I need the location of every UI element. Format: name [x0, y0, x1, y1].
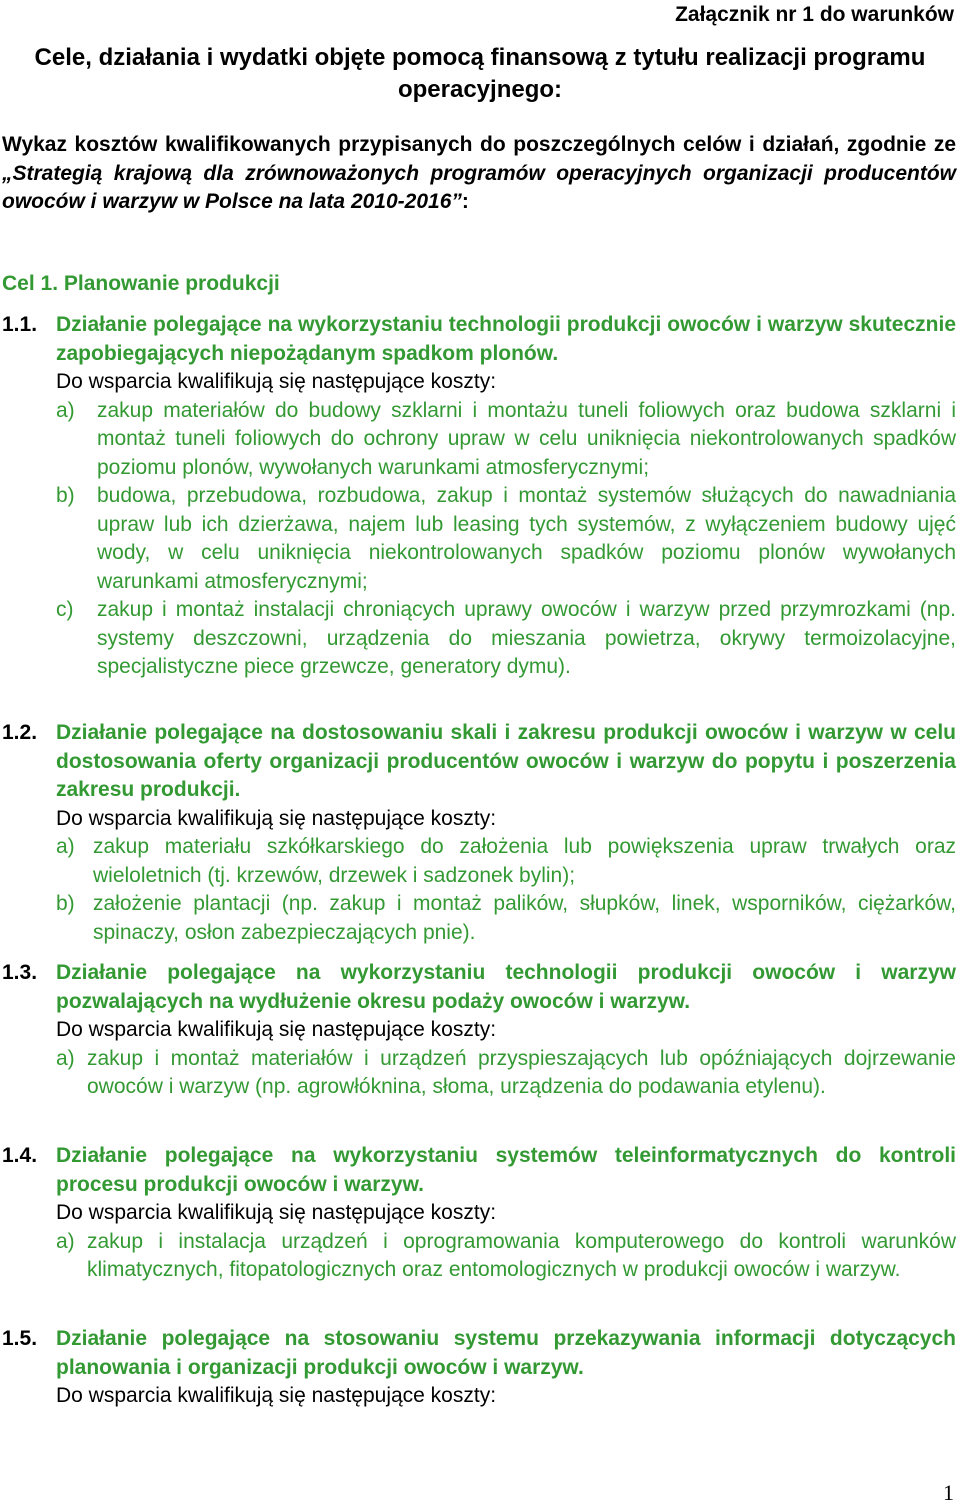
item-text: zakup i montaż materiałów i urządzeń przyspieszających lub opóźniających dojrzewanie owoców i warzyw (np. agrowłóknina, słoma, urządzenia do podawania etylenu). — [87, 1046, 956, 1098]
list-item — [56, 397, 956, 483]
list-item — [56, 1228, 956, 1285]
item-label: a) — [56, 1046, 75, 1070]
section-title: Działanie polegające na stosowaniu systemu przekazywania informacji dotyczących planowania i organizacji produkcji owoców i warzyw. — [56, 1327, 956, 1379]
section-title: Działanie polegające na dostosowaniu skali i zakresu produkcji owoców i warzyw w celu dostosowania oferty organizacji producentów owoców i warzyw do popytu i poszerzenia zakresu produkcji. — [56, 721, 956, 801]
cost-list — [56, 1228, 956, 1285]
section-1-5 — [2, 1325, 956, 1411]
eligible-costs-lead: Do wsparcia kwalifikują się następujące koszty: — [56, 1384, 497, 1407]
document-title: Cele, działania i wydatki objęte pomocą finansową z tytułu realizacji programu operacyjnego: — [34, 44, 926, 103]
item-text: założenie plantacji (np. zakup i montaż palików, słupków, linek, wsporników, ciężarków, spinaczy, osłon zabezpieczających pnie). — [93, 892, 956, 944]
section-1-2 — [2, 719, 956, 947]
eligible-costs-lead: Do wsparcia kwalifikują się następujące koszty: — [56, 1201, 497, 1224]
section-1-3 — [2, 959, 956, 1102]
eligible-costs-lead: Do wsparcia kwalifikują się następujące koszty: — [56, 370, 497, 393]
annex-label: Załącznik nr 1 do warunków — [675, 3, 954, 26]
list-item — [56, 596, 956, 682]
item-label: b) — [56, 484, 75, 507]
item-text: zakup materiału szkółkarskiego do założenia lub powiększenia upraw trwałych oraz wieloletnich (tj. krzewów, drzewek i sadzonek bylin); — [93, 835, 956, 887]
cost-list — [56, 1045, 956, 1102]
section-number: 1.2. — [2, 721, 38, 744]
eligible-costs-lead: Do wsparcia kwalifikują się następujące koszty: — [56, 1018, 497, 1041]
item-label: a) — [56, 835, 75, 858]
item-text: budowa, przebudowa, rozbudowa, zakup i montaż systemów służących do nawadniania upraw lub ich dzierżawa, najem lub leasing tych systemów, z wyłączeniem budowy ujęć wody, w celu uniknięcia niekontrolowanych spadków poziomu plonów wywołanych warunkami atmosferycznymi; — [97, 484, 956, 593]
item-text: zakup materiałów do budowy szklarni i montażu tuneli foliowych oraz budowa szklarni i montaż tuneli foliowych do ochrony upraw w celu uniknięcia niekontrolowanych spadków poziomu plonów, wywołanych warunkami atmosferycznymi; — [97, 398, 956, 479]
page-number: 1 — [943, 1480, 954, 1505]
cost-list — [56, 833, 956, 947]
goal-heading: Cel 1. Planowanie produkcji — [2, 272, 280, 295]
eligible-costs-lead: Do wsparcia kwalifikują się następujące koszty: — [56, 806, 497, 830]
section-title: Działanie polegające na wykorzystaniu technologii produkcji owoców i warzyw pozwalających na wydłużenie okresu podaży owoców i warzyw. — [56, 961, 956, 1013]
item-label: c) — [56, 598, 74, 621]
section-title: Działanie polegające na wykorzystaniu systemów teleinformatycznych do kontroli procesu produkcji owoców i warzyw. — [56, 1144, 956, 1196]
section-number: 1.5. — [2, 1327, 38, 1350]
list-item — [56, 890, 956, 947]
list-item — [56, 833, 956, 890]
intro-end: : — [461, 190, 469, 213]
intro-text: Wykaz kosztów kwalifikowanych przypisanych do poszczególnych celów i działań, zgodnie ze — [2, 133, 956, 156]
item-label: a) — [56, 398, 75, 422]
strategy-title: „Strategią krajową dla zrównoważonych programów operacyjnych organizacji producentów owoców i warzyw w Polsce na lata 2010-2016” — [2, 161, 956, 213]
intro-paragraph — [2, 131, 956, 217]
item-text: zakup i instalacja urządzeń i oprogramowania komputerowego do kontroli warunków klimatycznych, fitopatologicznych oraz entomologicznych w produkcji owoców i warzyw. — [87, 1229, 956, 1281]
list-item — [56, 482, 956, 596]
section-number: 1.1. — [2, 313, 38, 336]
section-1-1 — [2, 311, 956, 682]
item-text: zakup i montaż instalacji chroniących uprawy owoców i warzyw przed przymrozkami (np. systemy deszczowni, urządzenia do mieszania powietrza, okrywy termoizolacyjne, specjalistyczne piece grzewcze, generatory dymu). — [97, 598, 956, 678]
item-label: a) — [56, 1229, 75, 1253]
list-item — [56, 1045, 956, 1102]
section-title: Działanie polegające na wykorzystaniu technologii produkcji owoców i warzyw skutecznie zapobiegających niepożądanym spadkom plonów. — [56, 313, 956, 365]
item-label: b) — [56, 892, 75, 915]
section-number: 1.4. — [2, 1144, 38, 1167]
section-1-4 — [2, 1142, 956, 1285]
section-number: 1.3. — [2, 961, 38, 984]
cost-list — [56, 397, 956, 682]
